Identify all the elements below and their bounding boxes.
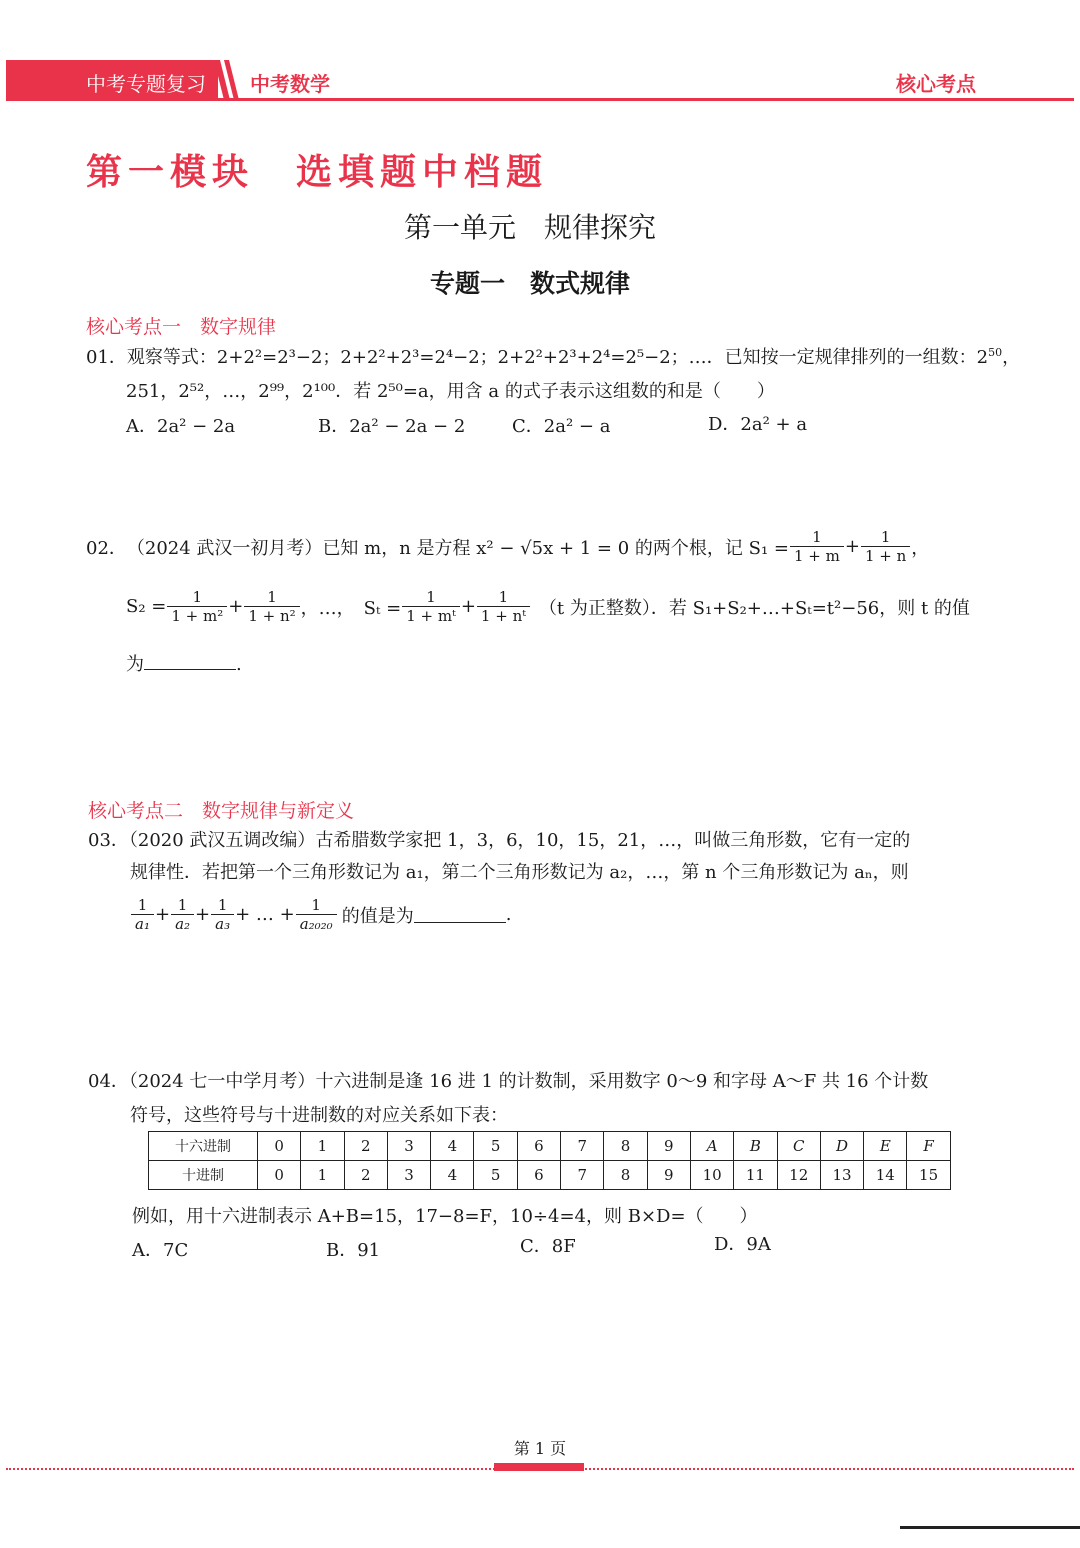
header-slash-decoration — [214, 60, 244, 100]
q2-fraction-1: $\frac{1}{1 + m}$ — [790, 528, 844, 565]
table-cell: 3 — [387, 1161, 430, 1190]
table-cell: 0 — [258, 1132, 301, 1161]
topic-title: 专题一 数式规律 — [429, 269, 630, 298]
q4-option-c: C．8F — [520, 1236, 576, 1257]
q3-line3: $\frac{1}{\text{a₁}}$ + $\frac{1}{\text{a₂}}$ + $\frac{1}{\text{a₃}}$ + … + $\frac{1}{\text{a₂₀₂₀}}$ 的值是为 . — [130, 896, 511, 933]
table-cell: 8 — [604, 1161, 647, 1190]
table-cell: 14 — [864, 1161, 907, 1190]
table-cell: 9 — [647, 1161, 690, 1190]
q4-option-d: D．9A — [714, 1234, 771, 1255]
q2-answer-blank[interactable] — [144, 653, 236, 670]
table-cell: E — [864, 1132, 907, 1161]
q4-option-a: A．7C — [132, 1240, 189, 1261]
table-cell: F — [907, 1132, 950, 1161]
table-cell: 6 — [517, 1132, 560, 1161]
table-cell: 0 — [258, 1161, 301, 1190]
table-cell: D — [820, 1132, 863, 1161]
q4-line1: 04．（2024 七一中学月考）十六进制是逢 16 进 1 的计数制，采用数字 0～9 和字母 A～F 共 16 个计数 — [88, 1071, 929, 1092]
section-title-2: 核心考点二 数字规律与新定义 — [88, 800, 355, 822]
q2-line3: 为 . — [126, 654, 242, 675]
unit-title: 第一单元 规律探究 — [403, 211, 656, 244]
table-cell: 15 — [907, 1161, 950, 1190]
q3-fraction-3: $\frac{1}{\text{a₃}}$ — [211, 896, 234, 933]
q2-line1: 02． （2024 武汉一初月考） 已知 m，n 是方程 x² − √5x + 1 = 0 的两个根，记 S₁ = $\frac{1}{1 + m}$ + $\frac{1}{1 + n}$ ， — [86, 528, 930, 565]
q4-option-b: B．91 — [326, 1240, 381, 1261]
table-cell: 4 — [431, 1161, 474, 1190]
table-cell: 5 — [474, 1161, 517, 1190]
scan-edge-line — [900, 1526, 1080, 1529]
table-header-dec: 十进制 — [149, 1161, 258, 1190]
table-cell: 7 — [561, 1132, 604, 1161]
page-number: 第 1 页 — [513, 1439, 567, 1458]
q1-option-d: D．2a² + a — [708, 414, 808, 435]
table-cell: 3 — [387, 1132, 430, 1161]
q1-line2: 251，2⁵²，…，2⁹⁹，2¹⁰⁰．若 2⁵⁰=a，用含 a 的式子表示这组数的和是（ ） — [126, 381, 775, 402]
header-left-label: 中考专题复习 — [86, 72, 206, 96]
table-cell: 9 — [647, 1132, 690, 1161]
q3-answer-blank[interactable] — [414, 906, 506, 923]
module-title: 第一模块 选填题中档题 — [86, 151, 549, 193]
table-cell: 4 — [431, 1132, 474, 1161]
table-cell: 5 — [474, 1132, 517, 1161]
header-right-label: 核心考点 — [896, 72, 976, 96]
header-rule — [6, 98, 1074, 101]
q4-line3: 例如，用十六进制表示 A+B=15，17−8=F，10÷4=4，则 B×D=（ ） — [132, 1206, 758, 1227]
hex-decimal-table — [148, 1131, 951, 1190]
table-cell: 6 — [517, 1161, 560, 1190]
q4-line2: 符号，这些符号与十进制数的对应关系如下表： — [130, 1105, 508, 1126]
q2-fraction-5: $\frac{1}{\text{1 + mᵗ}}$ — [402, 588, 460, 625]
footer-accent-bar — [494, 1463, 584, 1471]
q2-fraction-6: $\frac{1}{\text{1 + nᵗ}}$ — [477, 588, 530, 625]
table-cell: 1 — [301, 1132, 344, 1161]
q1-line1: 01．观察等式：2+2²=2³−2；2+2²+2³=2⁴−2；2+2²+2³+2⁴=2⁵−2；…．已知按一定规律排列的一组数：$2^{50}$， — [86, 346, 1021, 368]
table-header-hex: 十六进制 — [149, 1132, 258, 1161]
header-subject: 中考数学 — [250, 72, 330, 96]
table-cell: 2 — [344, 1161, 387, 1190]
q3-line2: 规律性．若把第一个三角形数记为 a₁，第二个三角形数记为 a₂，…，第 n 个三角形数记为 aₙ，则 — [130, 862, 909, 883]
table-cell: 8 — [604, 1132, 647, 1161]
table-cell: 7 — [561, 1161, 604, 1190]
section-title-1: 核心考点一 数字规律 — [86, 316, 277, 338]
table-cell: 2 — [344, 1132, 387, 1161]
table-cell: 11 — [734, 1161, 777, 1190]
table-cell: 10 — [690, 1161, 733, 1190]
q2-line2: S₂ = $\frac{1}{\text{1 + m²}}$ + $\frac{1}{\text{1 + n²}}$ ，…， Sₜ = $\frac{1}{\text{1 + mᵗ}}$ + $\frac{1}{\text{1 + nᵗ}}$ （t 为正整数）．若 S₁+S₂+…+Sₜ=t²−56，则 t 的值 — [126, 588, 970, 625]
q1-option-b: B．2a² − 2a − 2 — [318, 416, 466, 437]
q2-fraction-3: $\frac{1}{\text{1 + m²}}$ — [167, 588, 227, 625]
q3-fraction-1: $\frac{1}{\text{a₁}}$ — [131, 896, 154, 933]
table-cell: C — [777, 1132, 820, 1161]
table-row-dec — [149, 1161, 951, 1190]
q2-fraction-2: $\frac{1}{1 + n}$ — [861, 528, 910, 565]
q3-fraction-2: $\frac{1}{\text{a₂}}$ — [171, 896, 194, 933]
table-cell: A — [690, 1132, 733, 1161]
table-cell: 1 — [301, 1161, 344, 1190]
q1-option-c: C．2a² − a — [512, 416, 611, 437]
table-cell: B — [734, 1132, 777, 1161]
table-cell: 13 — [820, 1161, 863, 1190]
table-cell: 12 — [777, 1161, 820, 1190]
table-row-hex — [149, 1132, 951, 1161]
q3-fraction-4: $\frac{1}{\text{a₂₀₂₀}}$ — [296, 896, 337, 933]
q2-fraction-4: $\frac{1}{\text{1 + n²}}$ — [244, 588, 299, 625]
q1-option-a: A．2a² − 2a — [126, 416, 236, 437]
q3-line1: 03．（2020 武汉五调改编）古希腊数学家把 1，3，6，10，15，21，…，叫做三角形数，它有一定的 — [88, 830, 911, 851]
